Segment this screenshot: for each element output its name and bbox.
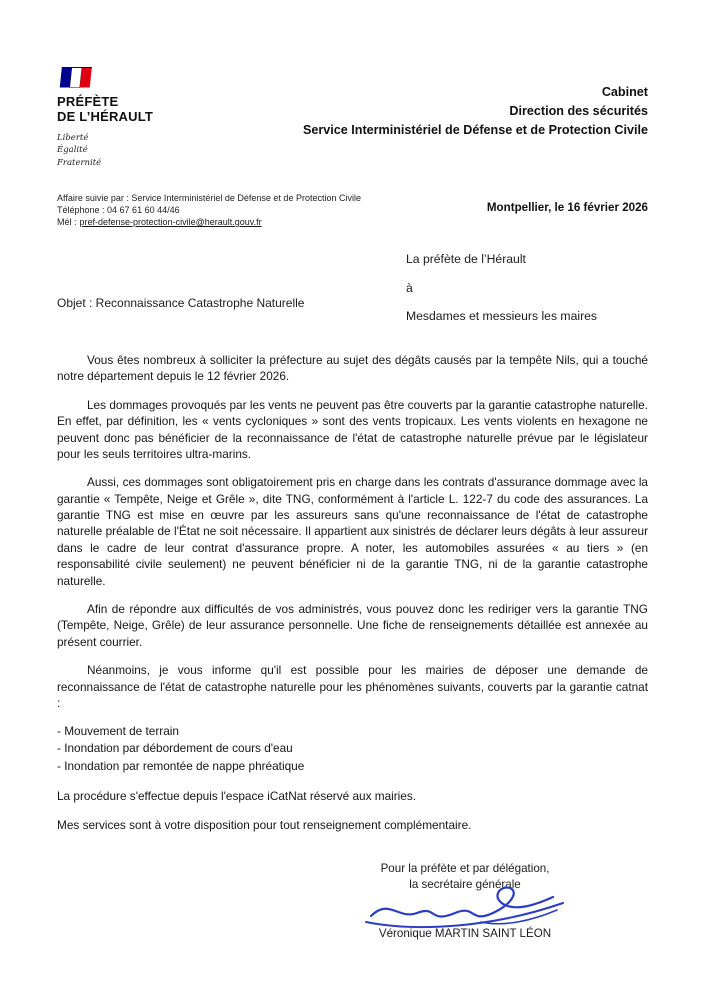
objet-line: Objet : Reconnaissance Catastrophe Naturelle	[57, 296, 305, 311]
signature-block	[305, 861, 625, 941]
motto-line-egalite: Égalité	[57, 145, 88, 156]
email-link[interactable]: pref-defense-protection-civile@herault.gouv.fr	[79, 217, 262, 227]
recipient-from: La préfète de l’Hérault	[406, 252, 526, 267]
prefecture-name-line1: PRÉFÈTE	[57, 94, 119, 109]
letter-body	[57, 352, 648, 833]
motto-line-fraternite: Fraternité	[57, 158, 102, 169]
recipient-block	[406, 252, 648, 338]
recipient-linker: à	[406, 280, 413, 295]
email-label: Mél :	[57, 217, 77, 227]
signature-delegation-line: Pour la préfète et par délégation,	[380, 862, 550, 876]
body-paragraph-1: Vous êtes nombreux à solliciter la préfecture au sujet des dégâts causés par la tempête Nils, qui a touché notre département depuis le 12 février 2026.	[57, 352, 648, 384]
service-line-direction: Direction des sécurités	[509, 103, 648, 118]
republic-motto	[57, 132, 153, 170]
meta-row	[57, 192, 648, 228]
service-line-cabinet: Cabinet	[601, 85, 648, 99]
body-paragraph-3: Aussi, ces dommages sont obligatoirement pris en charge dans les contrats d'assurance dommage avec la garantie « Tempête, Neige et Grêle », dite TNG, conformément à l'article L. 122-7 du code des assurances. La garantie TNG est mise en œuvre par les assureurs sans qu'une reconnaissance de l'état de catastrophe naturelle préalable de l'État ne soit nécessaire. Il appartient aux sinistrés de déclarer leurs dégâts à leur assureur dans le cadre de leur contrat d'assurance propre. A noter, les automobiles assurées « au tiers » (en responsabilité civile seulement) ne peuvent bénéficier ni de la garantie TNG, ni de la garantie catastrophe naturelle.	[57, 475, 648, 588]
signature-title-line: la secrétaire générale	[409, 877, 521, 891]
contact-block	[57, 192, 369, 228]
closing-services: Mes services sont à votre disposition pour tout renseignement complémentaire.	[57, 818, 472, 833]
contact-affaire: Affaire suivie par : Service Interministériel de Défense et de Protection Civile	[57, 192, 361, 203]
closing-procedure: La procédure s'effectue depuis l'espace iCatNat réservé aux mairies.	[57, 788, 417, 803]
signatory-name: Véronique MARTIN SAINT LÉON	[378, 927, 552, 941]
issuing-service-block	[303, 83, 648, 140]
body-paragraph-4: Afin de répondre aux difficultés de vos administrés, vous pouvez donc les rediriger vers la garantie TNG (Tempête, Neige, Grêle) de leur assurance personnelle. Une fiche de renseignements détaillée est annexée au présent courrier.	[57, 602, 648, 649]
body-paragraph-5: Néanmoins, je vous informe qu'il est possible pour les mairies de déposer une demande de reconnaissance de l'état de catastrophe naturelle pour les phénomènes suivants, couverts par la garantie catnat :	[57, 663, 648, 710]
contact-telephone: Téléphone : 04 67 61 60 44/46	[57, 204, 180, 215]
objet-row	[57, 252, 648, 338]
contact-email-line	[57, 216, 369, 228]
list-item-mouvement: - Mouvement de terrain	[57, 724, 179, 739]
prefecture-name-line2: DE L’HÉRAULT	[57, 109, 154, 125]
prefecture-logo	[57, 66, 153, 170]
prefecture-name	[57, 94, 153, 125]
service-line-sidpc: Service Interministériel de Défense et de Protection Civile	[302, 122, 648, 137]
letter-header	[57, 66, 648, 170]
recipient-to: Mesdames et messieurs les maires	[406, 309, 597, 324]
list-item-inondation-nappe: - Inondation par remontée de nappe phréatique	[57, 758, 305, 773]
motto-line-liberte: Liberté	[57, 132, 89, 143]
body-paragraph-2: Les dommages provoqués par les vents ne peuvent pas être couverts par la garantie catastrophe naturelle. En effet, par définition, les « vents cycloniques » sont des vents tropicaux. Les vents violents en hexagone ne peuvent donc pas bénéficier de la reconnaissance de l'état de catastrophe naturelle prévue par le législateur pour les seuls territoires ultra-marins.	[57, 397, 648, 461]
list-item-inondation-debordement: - Inondation par débordement de cours d'eau	[57, 741, 293, 756]
french-flag-icon	[58, 66, 96, 89]
date-line: Montpellier, le 16 février 2026	[486, 200, 648, 214]
